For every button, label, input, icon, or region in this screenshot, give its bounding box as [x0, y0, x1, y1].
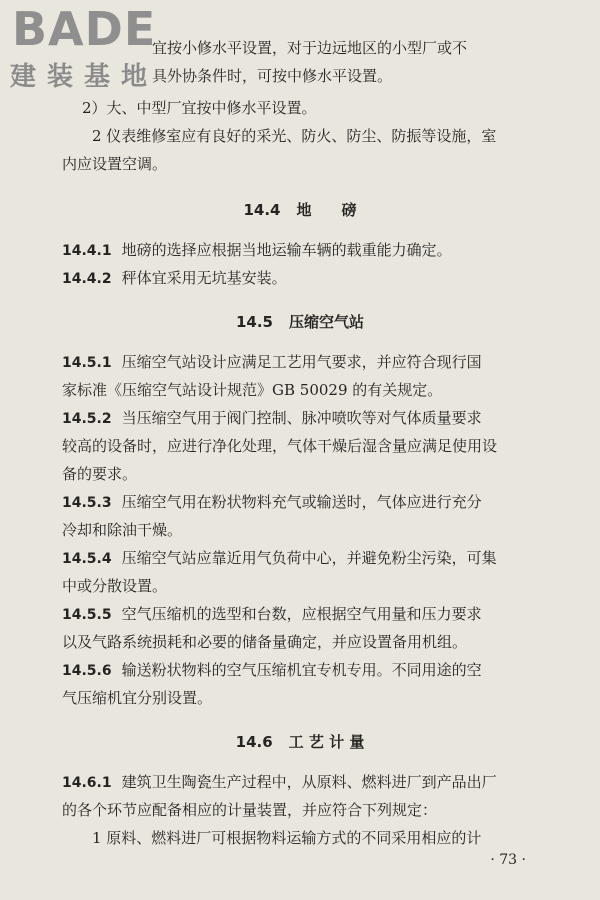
- section-number: 14.5: [235, 313, 273, 331]
- clause-number: 14.5.1: [62, 355, 112, 371]
- clause-14-5-3: [62, 492, 482, 513]
- clause-continuation: 以及气路系统损耗和必要的储备量确定，并应设置备用机组。: [62, 633, 468, 651]
- section-title: 地 磅: [296, 201, 357, 219]
- clause-continuation: 中或分散设置。: [62, 577, 168, 595]
- clause-text: 地磅的选择应根据当地运输车辆的载重能力确定。: [121, 241, 452, 259]
- clause-continuation: 较高的设备时，应进行净化处理，气体干燥后湿含量应满足使用设: [62, 437, 498, 455]
- clause-text: 压缩空气站应靠近用气负荷中心，并避免粉尘污染，可集: [121, 549, 497, 567]
- clause-number: 14.5.3: [62, 495, 112, 511]
- clause-text: 压缩空气站设计应满足工艺用气要求，并应符合现行国: [121, 353, 482, 371]
- clause-14-5-2: [62, 408, 482, 429]
- section-number: 14.6: [235, 733, 273, 751]
- logo-latin-text: BADE: [12, 2, 157, 56]
- clause-number: 14.5.4: [62, 551, 112, 567]
- section-number: 14.4: [243, 201, 281, 219]
- page-number: · 73 ·: [490, 852, 526, 868]
- section-title: 工 艺 计 量: [288, 733, 365, 751]
- clause-14-6-1: [62, 772, 497, 793]
- logo-cjk-text: 建装基地: [10, 62, 159, 92]
- clause-number: 14.5.6: [62, 663, 112, 679]
- list-item-1: 1 原料、燃料进厂可根据物料运输方式的不同采用相应的计: [92, 829, 482, 847]
- clause-14-5-4: [62, 548, 497, 569]
- clause-number: 14.5.5: [62, 607, 112, 623]
- text-line: 内应设置空调。: [62, 155, 168, 173]
- clause-number: 14.5.2: [62, 411, 112, 427]
- clause-text: 秤体宜采用无坑基安装。: [121, 269, 287, 287]
- clause-text: 当压缩空气用于阀门控制、脉冲喷吹等对气体质量要求: [121, 409, 482, 427]
- clause-14-5-5: [62, 604, 482, 625]
- text-line: 2）大、中型厂宜按中修水平设置。: [82, 99, 317, 117]
- section-heading-14-4: [0, 200, 600, 220]
- text-line: 2 仪表维修室应有良好的采光、防火、防尘、防振等设施，室: [92, 127, 497, 145]
- clause-continuation: 备的要求。: [62, 465, 138, 483]
- clause-text: 压缩空气用在粉状物料充气或输送时，气体应进行充分: [121, 493, 482, 511]
- clause-text: 输送粉状物料的空气压缩机宜专机专用。不同用途的空: [121, 661, 482, 679]
- text-line: 宜按小修水平设置，对于边远地区的小型厂或不: [152, 39, 468, 57]
- clause-number: 14.4.1: [62, 243, 112, 259]
- watermark-logo: [6, 2, 176, 102]
- clause-continuation: 冷却和除油干燥。: [62, 521, 183, 539]
- clause-text: 建筑卫生陶瓷生产过程中，从原料、燃料进厂到产品出厂: [121, 773, 497, 791]
- section-heading-14-6: [0, 732, 600, 752]
- clause-14-4-2: [62, 268, 287, 289]
- section-title: 压缩空气站: [289, 313, 365, 331]
- clause-14-4-1: [62, 240, 452, 261]
- clause-continuation: 气压缩机宜分别设置。: [62, 689, 213, 707]
- clause-number: 14.4.2: [62, 271, 112, 287]
- clause-14-5-1: [62, 352, 482, 373]
- section-heading-14-5: [0, 312, 600, 332]
- text-line: 具外协条件时，可按中修水平设置。: [152, 67, 393, 85]
- clause-continuation: 的各个环节应配备相应的计量装置，并应符合下列规定：: [62, 801, 438, 819]
- clause-continuation: 家标准《压缩空气站设计规范》GB 50029 的有关规定。: [62, 381, 443, 399]
- clause-number: 14.6.1: [62, 775, 112, 791]
- clause-14-5-6: [62, 660, 482, 681]
- clause-text: 空气压缩机的选型和台数，应根据空气用量和压力要求: [121, 605, 482, 623]
